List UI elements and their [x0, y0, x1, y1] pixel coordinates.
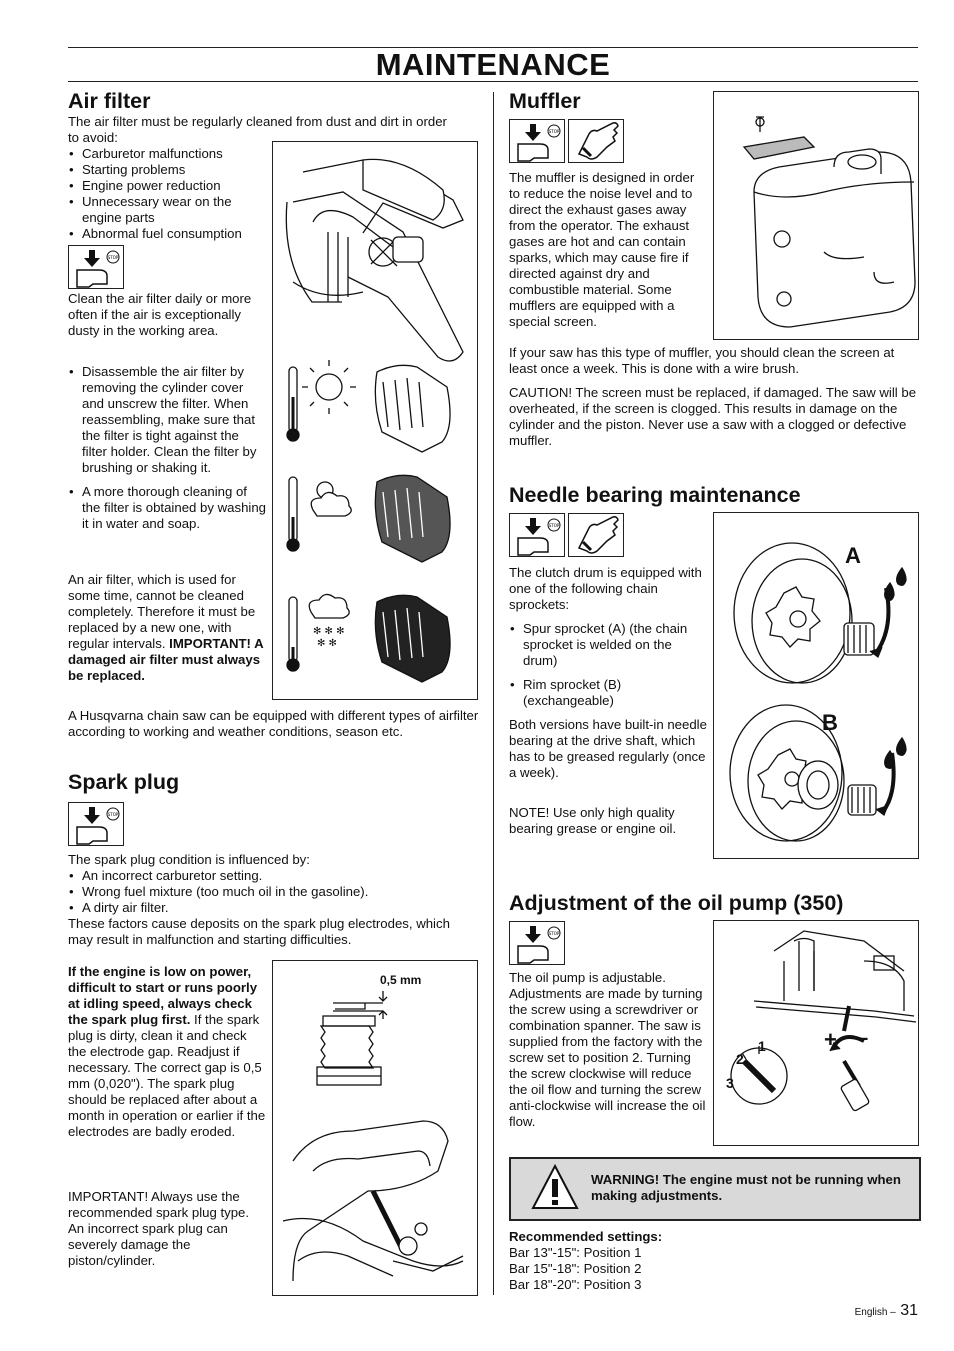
spark-plug-illustration — [272, 960, 478, 1296]
stop-label: STOP — [548, 931, 560, 936]
warning-text: WARNING! The engine must not be running when making adjustments. — [591, 1172, 901, 1203]
page-footer — [820, 1302, 918, 1320]
list-item: • Rim sprocket (B) (exchangeable) — [509, 677, 707, 709]
stop-engine-icon — [68, 802, 124, 846]
footer-language: English – — [854, 1307, 896, 1318]
thermometer-warm-icon — [287, 367, 299, 441]
spark-important-text: IMPORTANT! Always use the recommended spark plug type. An incorrect spark plug can severely damage the piston/cylinder. — [68, 1189, 250, 1268]
snow-cloud-icon — [309, 594, 349, 649]
spark-condition-intro: The spark plug condition is influenced by: — [68, 852, 310, 867]
needle-bearing-intro: The clutch drum is equipped with one of the following chain sprockets: — [509, 565, 702, 612]
position-1-label: 1 — [758, 1038, 766, 1054]
page-title: MAINTENANCE — [375, 47, 611, 82]
muffler-clean-text: If your saw has this type of muffler, you should clean the screen at least once a week. This is done with a wire brush. — [509, 345, 895, 376]
air-filter-steps-list — [68, 364, 266, 532]
oil-pump-text: The oil pump is adjustable. Adjustments are made by turning the screw using a screwdriver or combination spanner. The saw is supplied from the factory with the screw set to position 2. Turning the screw clockwise will reduce the oil flow and turning the screw anti-clockwise will increase the oil flow. — [509, 970, 706, 1129]
thermometer-mild-icon — [287, 477, 299, 551]
list-item: • Starting problems — [68, 162, 268, 178]
list-item: • Wrong fuel mixture (too much oil in the gasoline). — [68, 884, 468, 900]
used-filter-text — [68, 572, 266, 684]
clutch-drum-drawing — [714, 513, 918, 858]
svg-text:✻ ✻: ✻ ✻ — [317, 638, 337, 649]
air-filter-intro: The air filter must be regularly cleaned from dust and dirt in order to avoid: — [68, 114, 447, 145]
muffler-heading: Muffler — [509, 89, 581, 113]
muffler-text: The muffler is designed in order to reduce the noise level and to direct the exhaust gases away from the operator. The exhaust gases are hot and can contain sparks, which may cause fire if directed against dry and combustible material. Some mufflers are equipped with a special screen. — [509, 170, 695, 329]
stop-engine-icon — [68, 245, 124, 289]
svg-text:✻ ✻ ✻: ✻ ✻ ✻ — [313, 626, 345, 637]
air-filter-types-note: A Husqvarna chain saw can be equipped with different types of airfilter according to working and weather conditions, season etc. — [68, 708, 479, 739]
sun-icon — [302, 360, 356, 414]
position-2-label: 2 — [736, 1051, 744, 1067]
spark-check-body: If the spark plug is dirty, clean it and check the electrode gap. Readjust if necessary. The correct gap is 0,5 mm (0,020"). The spark plug should be replaced after about a month in operation or earlier if the electrodes are badly eroded. — [68, 1012, 266, 1139]
list-item: Bar 18"-20": Position 3 — [509, 1277, 642, 1292]
list-item: Bar 15"-18": Position 2 — [509, 1261, 642, 1276]
air-filter-heading: Air filter — [68, 89, 151, 113]
list-item: • Unnecessary wear on the engine parts — [68, 194, 232, 226]
label-a: A — [845, 543, 861, 568]
thermometer-cold-icon — [287, 597, 299, 671]
needle-bearing-heading: Needle bearing maintenance — [509, 483, 801, 507]
gap-label: 0,5 mm — [380, 973, 422, 987]
warning-box — [509, 1157, 921, 1221]
stop-engine-icon — [509, 921, 565, 965]
protective-glove-icon — [568, 119, 624, 163]
column-divider — [493, 92, 494, 1295]
list-item: Bar 13"-15": Position 1 — [509, 1245, 642, 1260]
recommended-settings-heading: Recommended settings: — [509, 1229, 663, 1244]
stop-label: STOP — [107, 255, 119, 260]
minus-sign: – — [856, 1025, 869, 1050]
stop-label: STOP — [107, 812, 119, 817]
air-filter-illustration — [272, 141, 478, 700]
plus-sign: + — [824, 1027, 837, 1052]
spark-plug-heading: Spark plug — [68, 770, 180, 794]
clean-daily-text: Clean the air filter daily or more often if the air is exceptionally dusty in the working area. — [68, 291, 252, 338]
spark-check-bold: If the engine is low on power, difficult to start or runs poorly at idling speed, always check the spark plug first. — [68, 964, 258, 1027]
spark-causes-list — [68, 868, 468, 916]
stop-engine-icon — [509, 513, 565, 557]
stop-label: STOP — [548, 523, 560, 528]
muffler-drawing — [714, 92, 918, 339]
muffler-caution-text: CAUTION! The screen must be replaced, if damaged. The saw will be overheated, if the screen is clogged. This results in damage on the cylinder and the piston. Never use a saw with a clogged or defective muffler. — [509, 385, 917, 448]
used-filter-sentence: An air filter, which is used for some time, cannot be cleaned completely. Therefore it must be replaced by a new one, with regular intervals. — [68, 572, 256, 651]
recommended-settings-list — [509, 1245, 909, 1293]
chainsaw-air-filter-drawing — [273, 142, 477, 699]
spark-check-text — [68, 964, 266, 1140]
label-b: B — [822, 710, 838, 735]
list-item: • Disassemble the air filter by removing the cylinder cover and unscrew the filter. When reassembling, make sure that the filter is tight against the filter holder. Clean the filter by brushing or shaking it. — [68, 364, 266, 476]
list-item: • Carburetor malfunctions — [68, 146, 268, 162]
title-rule — [68, 81, 918, 82]
oil-pump-illustration — [713, 920, 919, 1146]
needle-bearing-note: NOTE! Use only high quality bearing grease or engine oil. — [509, 805, 677, 836]
stop-label: STOP — [548, 129, 560, 134]
list-item: • Engine power reduction — [68, 178, 268, 194]
warning-triangle-icon — [531, 1163, 579, 1211]
list-item: • A dirty air filter. — [68, 900, 468, 916]
clutch-drum-illustration — [713, 512, 919, 859]
list-item: • A more thorough cleaning of the filter is obtained by washing it in water and soap. — [68, 484, 266, 532]
muffler-illustration — [713, 91, 919, 340]
protective-glove-icon — [568, 513, 624, 557]
needle-bearing-text: Both versions have built-in needle bearing at the drive shaft, which has to be greased regularly (once a week). — [509, 717, 707, 780]
stop-engine-icon — [509, 119, 565, 163]
important-warning: IMPORTANT! A damaged air filter must always be replaced. — [68, 636, 264, 683]
air-filter-reasons-list — [68, 146, 268, 242]
oil-pump-heading: Adjustment of the oil pump (350) — [509, 891, 844, 915]
position-3-label: 3 — [726, 1075, 734, 1091]
list-item: • Abnormal fuel consumption — [68, 226, 268, 242]
spark-deposits-text: These factors cause deposits on the spark plug electrodes, which may result in malfunction and starting difficulties. — [68, 916, 450, 947]
list-item: • An incorrect carburetor setting. — [68, 868, 468, 884]
spark-plug-drawing — [273, 961, 477, 1295]
page-number: 31 — [900, 1302, 918, 1319]
cloud-sun-icon — [311, 482, 351, 516]
sprocket-types-list — [509, 621, 707, 709]
oil-pump-drawing — [714, 921, 918, 1145]
list-item: • Spur sprocket (A) (the chain sprocket is welded on the drum) — [509, 621, 707, 669]
